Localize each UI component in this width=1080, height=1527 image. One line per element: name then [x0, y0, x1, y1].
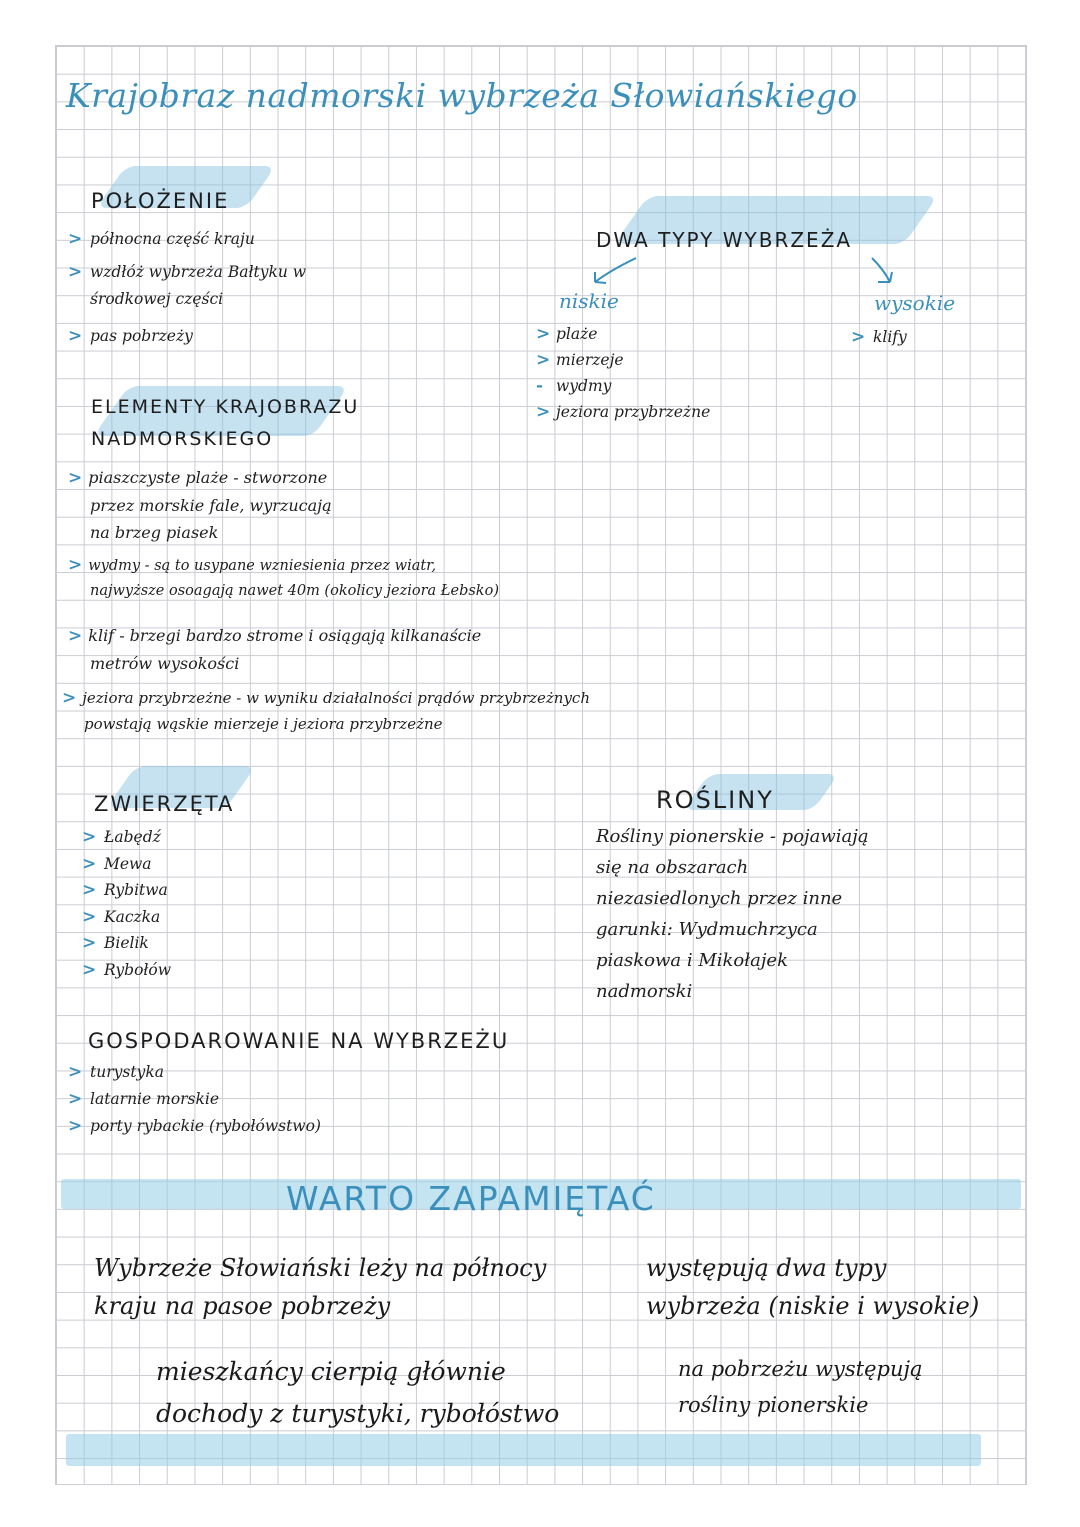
niskie-list [536, 321, 710, 425]
warto-block-2: występują dwa typy wybrzeża (niskie i wysokie) [646, 1254, 980, 1320]
elementy-item-klif: > klif - brzegi bardzo strome i osiągają kilkanaście metrów wysokości [68, 626, 482, 673]
warto-block-4: na pobrzeżu występują rośliny pionerskie [678, 1357, 923, 1417]
gospodarowanie-heading: GOSPODAROWANIE NA WYBRZEŻU [88, 1029, 510, 1053]
arrow-right-icon: > [68, 326, 83, 346]
elementy-heading-line1: ELEMENTY KRAJOBRAZU [91, 396, 360, 418]
arrow-right-icon: > [68, 1062, 83, 1082]
list-item: > wzdłóż wybrzeża Bałtyku w [68, 259, 306, 286]
arrow-right-icon: > [82, 827, 97, 847]
arrow-right-icon: > [82, 880, 97, 900]
zwierzeta-list [82, 824, 171, 983]
arrow-right-icon: > [536, 324, 551, 344]
grid-paper-sheet [55, 45, 1027, 1485]
dwa-typy-heading: DWA TYPY WYBRZEŻA [596, 228, 853, 252]
wysokie-list [851, 324, 907, 351]
gospodarowanie-list [68, 1059, 321, 1140]
niskie-label: niskie [559, 289, 619, 313]
list-item: > północna część kraju [68, 226, 306, 253]
list-item: > Rybitwa [82, 877, 171, 904]
zwierzeta-heading: ZWIERZĘTA [94, 792, 235, 816]
list-item: > pas pobrzeży [68, 323, 306, 350]
arrow-right-icon: > [536, 350, 551, 370]
warto-block-1: Wybrzeże Słowiański leży na północy kraju na pasoe pobrzeży [94, 1254, 547, 1320]
polozenie-heading: POŁOŻENIE [91, 189, 230, 213]
arrow-right-icon: > [68, 626, 83, 646]
list-item-continuation: środkowej części [90, 290, 224, 308]
arrow-right-icon: > [536, 402, 551, 422]
arrow-right-icon: > [68, 555, 83, 575]
elementy-item-plaze: > piaszczyste plaże - stworzone przez morskie fale, wyrzucają na brzeg piasek [68, 468, 332, 542]
arrow-right-icon: > [68, 1116, 83, 1136]
warto-heading: WARTO ZAPAMIĘTAĆ [286, 1179, 656, 1218]
list-item: > latarnie morskie [68, 1086, 321, 1113]
elementy-item-wydmy: > wydmy - są to usypane wzniesienia przez wiatr, najwyższe osoagają nawet 40m (okolicy jeziora Łebsko) [68, 555, 499, 599]
list-item: > porty rybackie (rybołówstwo) [68, 1113, 321, 1140]
arrow-right-icon: > [82, 853, 97, 874]
arrow-right-icon: > [68, 229, 83, 249]
wysokie-label: wysokie [874, 291, 956, 315]
elementy-item-jeziora: > jeziora przybrzeżne - w wyniku działalności prądów przybrzeżnych powstają wąskie mierzeje i jeziora przybrzeżne [62, 688, 590, 733]
rosliny-text: Rośliny pionerskie - pojawiają się na obszarach niezasiedlonych przez inne garunki: Wydmuchrzyca piaskowa i Mikołajek nadmorski [596, 826, 869, 1002]
list-item: > Bielik [82, 930, 171, 957]
rosliny-heading: ROŚLINY [656, 786, 774, 814]
arrow-right-icon: > [68, 262, 83, 282]
list-item: - wydmy [536, 373, 710, 399]
warto-block-3: mieszkańcy cierpią głównie dochody z turystyki, rybołóstwo [156, 1357, 560, 1428]
highlight-band-bottom [66, 1434, 981, 1466]
list-item: > Mewa [82, 851, 171, 878]
arrow-down-left-icon [581, 252, 641, 292]
arrow-right-icon: > [851, 327, 866, 347]
list-item: > Kaczka [82, 904, 171, 931]
arrow-right-icon: > [82, 959, 97, 980]
arrow-right-icon: > [82, 906, 97, 927]
polozenie-list [68, 226, 306, 350]
elementy-heading-line2: NADMORSKIEGO [91, 428, 274, 450]
arrow-right-icon: > [62, 688, 77, 708]
list-item: > Łabędź [82, 824, 171, 851]
list-item: > Rybołów [82, 957, 171, 984]
page-title: Krajobraz nadmorski wybrzeża Słowiańskiego [66, 76, 858, 115]
arrow-right-icon: > [68, 1089, 83, 1109]
list-item: > plaże [536, 321, 710, 347]
arrow-right-icon: > [68, 468, 83, 488]
arrow-down-right-icon [866, 252, 906, 292]
arrow-right-icon: > [82, 933, 97, 953]
list-item: > mierzeje [536, 347, 710, 373]
arrow-right-icon: - [536, 376, 544, 396]
list-item: > klify [851, 324, 907, 351]
list-item: > jeziora przybrzeżne [536, 399, 710, 425]
list-item: > turystyka [68, 1059, 321, 1086]
